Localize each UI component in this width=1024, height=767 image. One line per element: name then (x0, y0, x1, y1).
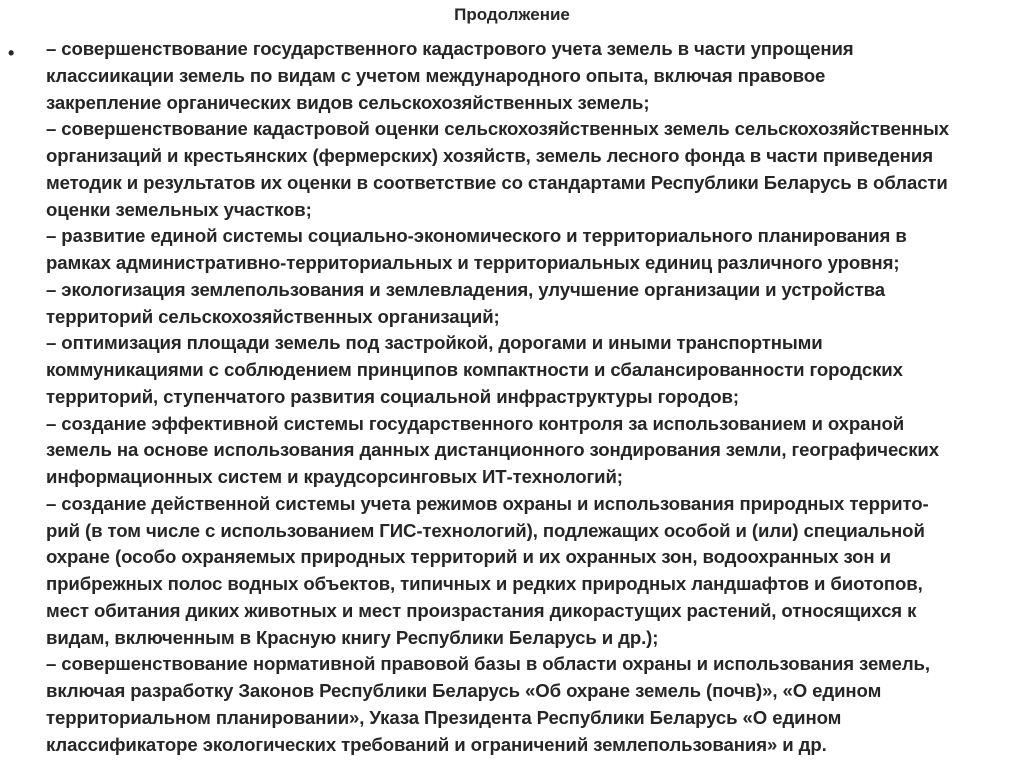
text-line: включая разработку Законов Республики Беларусь «Об охране земель (почв)», «О едином (46, 680, 882, 701)
text-line: – совершенствование государственного кадастрового учета земель в части упрощения (46, 38, 854, 59)
text-line: прибрежных полос водных объектов, типичных и редких природных ландшафтов и биотопов, (46, 573, 923, 594)
text-line: территориальном планировании», Указа Президента Республики Беларусь «О едином (46, 706, 842, 728)
text-line: – создание действенной системы учета режимов охраны и использования природных террито- (46, 492, 929, 514)
text-line: информационных систем и краудсорсинговых ИТ-технологий; (46, 466, 623, 487)
text-line: классификаторе экологических требований и ограничений землепользования» и др. (46, 733, 827, 755)
text-line: рий (в том числе с использованием ГИС-технологий), подлежащих особой и (или) специальной (46, 519, 925, 541)
text-line: охране (особо охраняемых природных территорий и их охранных зон, водоохранных зон и (46, 546, 891, 568)
text-line: классиикации земель по видам с учетом международного опыта, включая правовое (46, 64, 826, 86)
text-line: территорий сельскохозяйственных организаций; (46, 305, 500, 327)
slide-title: Продолжение (454, 5, 570, 24)
text-line: – экологизация землепользования и землевладения, улучшение организации и устройства (46, 278, 885, 300)
text-line: территорий, ступенчатого развития социальной инфраструктуры городов; (46, 385, 739, 407)
text-line: – создание эффективной системы государственного контроля за использованием и охраной (46, 412, 905, 434)
text-line: – совершенствование нормативной правовой базы в области охраны и использования земель, (46, 653, 930, 675)
text-line: организаций и крестьянских (фермерских) хозяйств, земель лесного фонда в части приведения (46, 145, 933, 166)
text-line: коммуникациями с соблюдением принципов компактности и сбалансированности городских (46, 359, 903, 380)
text-line: видам, включенным в Красную книгу Республики Беларусь и др.); (46, 626, 659, 648)
text-line: мест обитания диких животных и мест произрастания дикорастущих растений, относящихся к (46, 599, 917, 621)
text-line: – развитие единой системы социально-экономического и территориального планирования в (46, 225, 907, 247)
text-line: земель на основе использования данных дистанционного зондирования земли, географических (46, 439, 939, 461)
text-line: методик и результатов их оценки в соответствие со стандартами Республики Беларусь в области (46, 171, 948, 193)
text-line: оценки земельных участков; (46, 198, 312, 220)
text-line: рамках административно-территориальных и территориальных единиц различного уровня; (46, 252, 900, 273)
text-line: – оптимизация площади земель под застройкой, дорогами и иными транспортными (46, 332, 823, 354)
body-text (46, 36, 1021, 758)
bullet-marker: • (8, 43, 15, 63)
text-line: закрепление органических видов сельскохозяйственных земель; (46, 91, 650, 113)
text-line: – совершенствование кадастровой оценки сельскохозяйственных земель сельскохозяйственных (46, 118, 950, 140)
